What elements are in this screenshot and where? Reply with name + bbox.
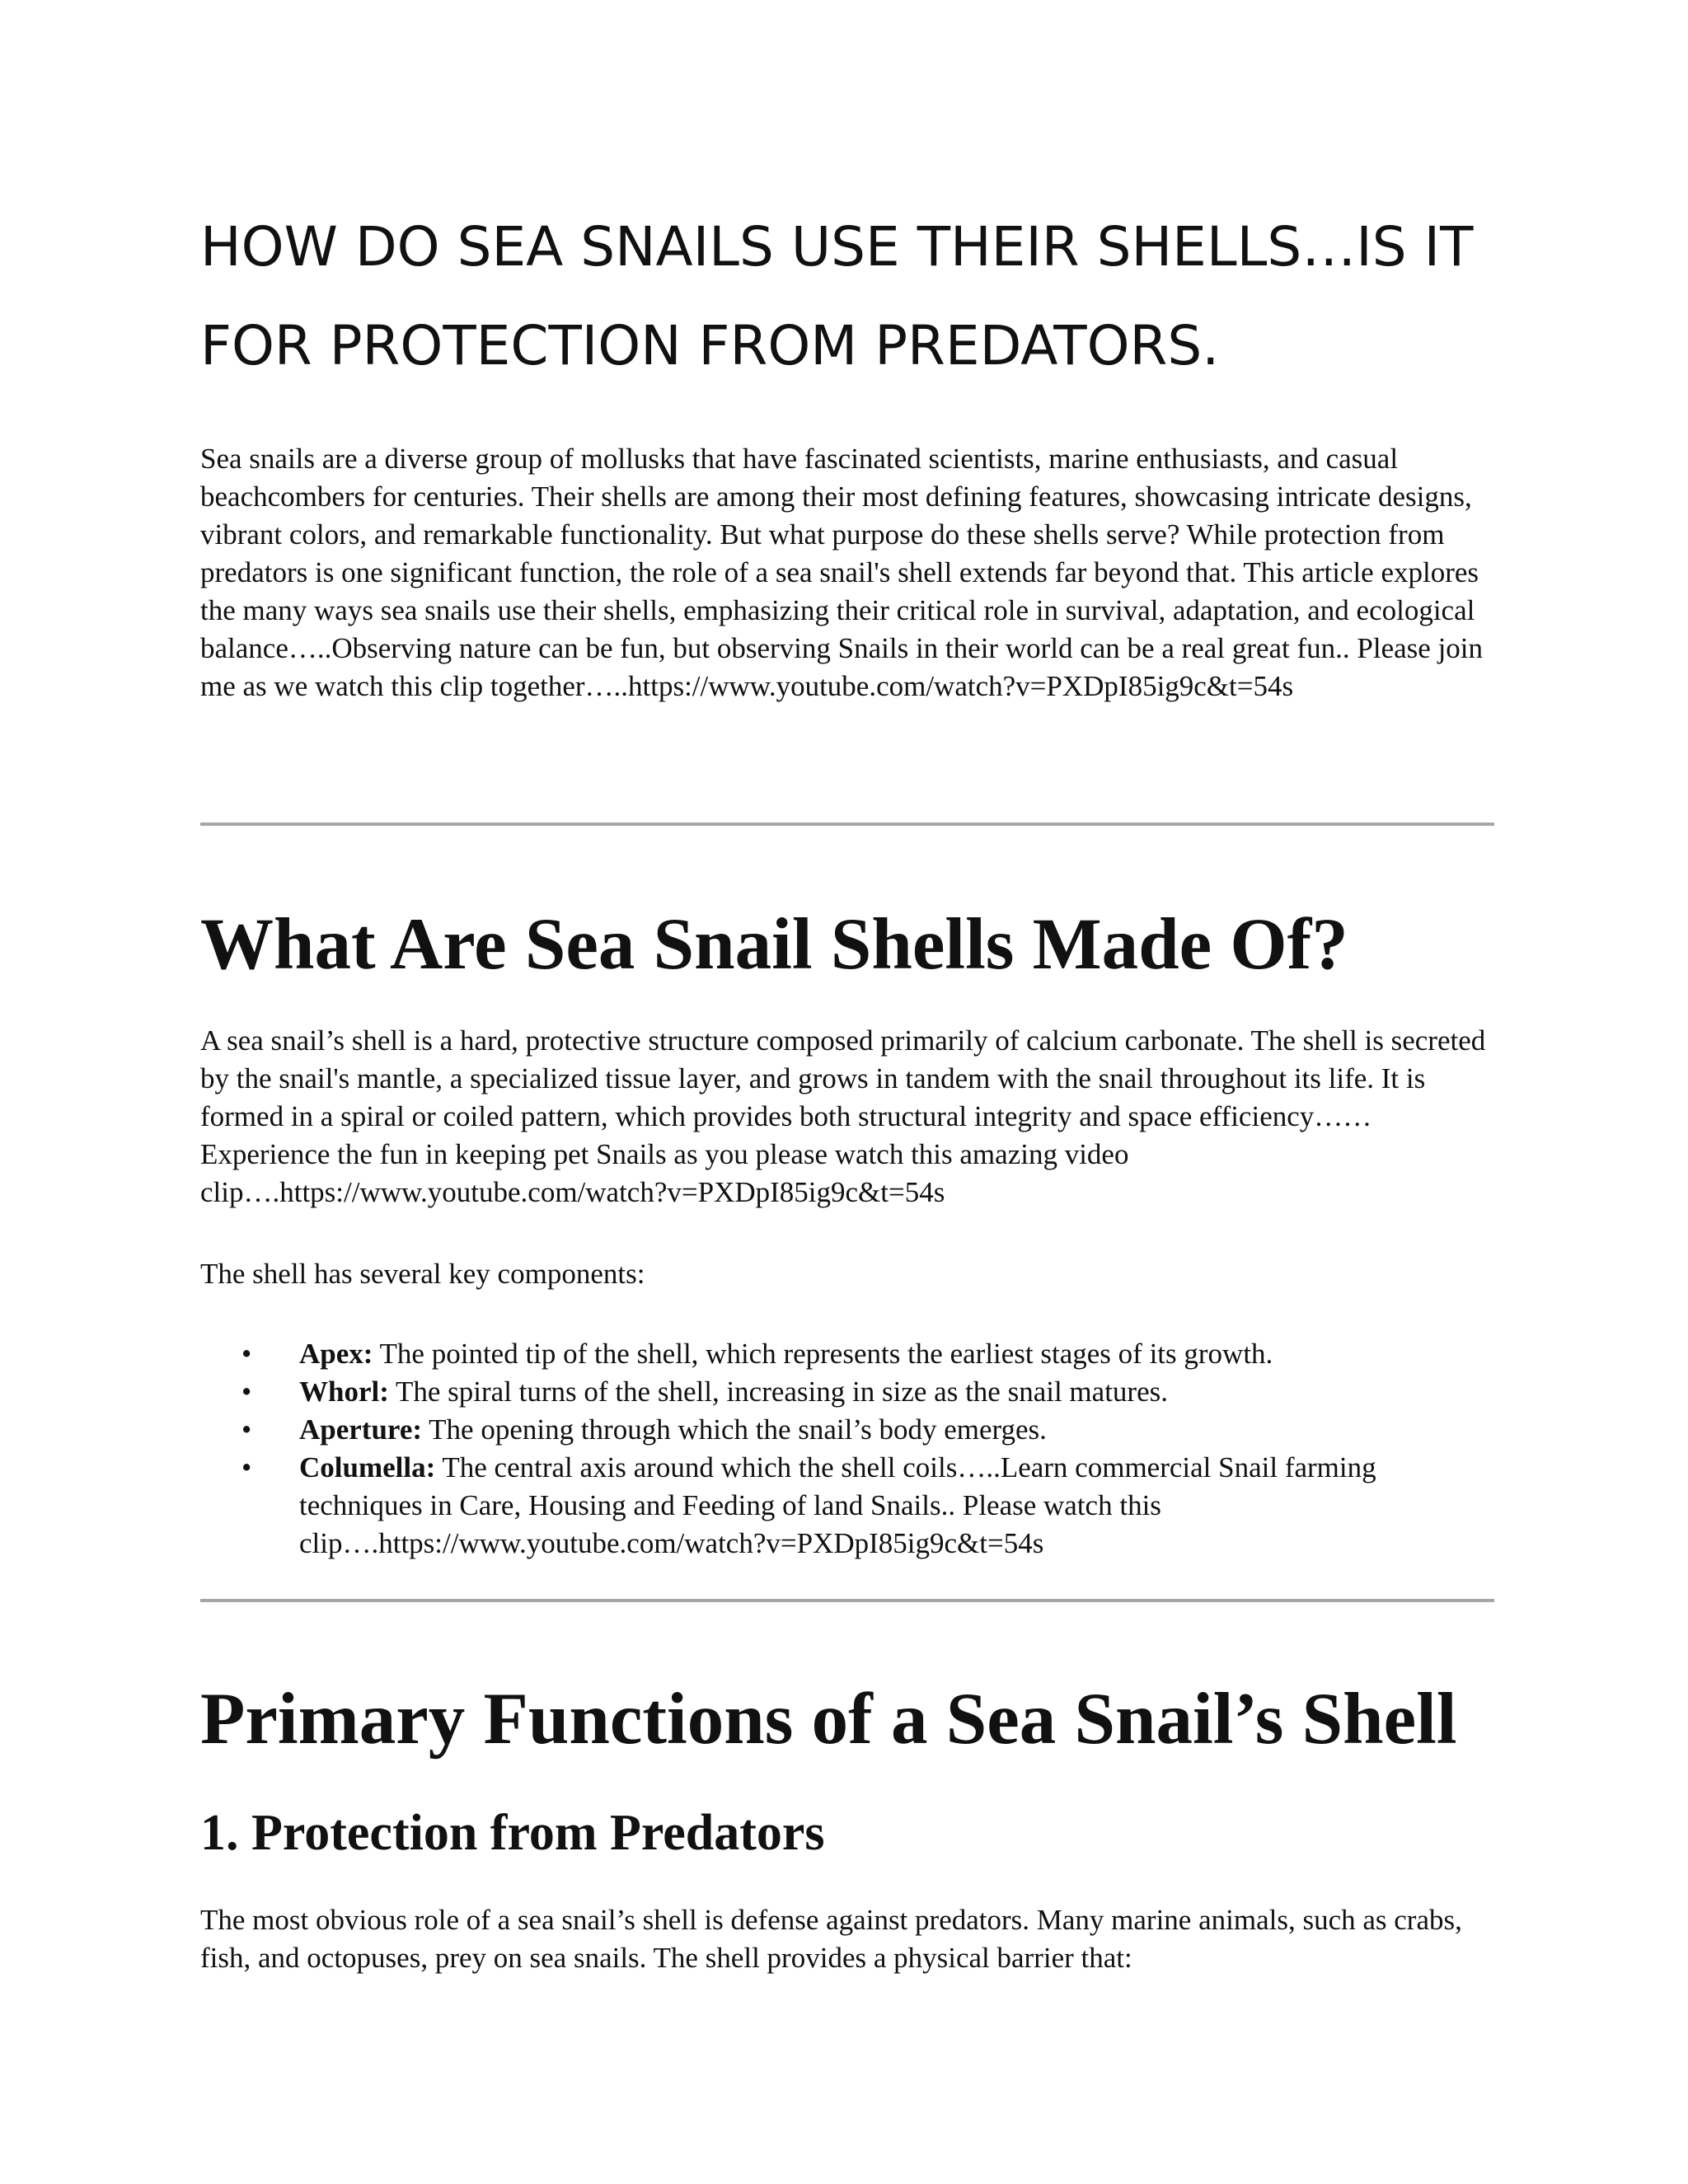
section-heading-primary-functions: Primary Functions of a Sea Snail’s Shell (200, 1679, 1457, 1760)
component-description: The pointed tip of the shell, which represents the earliest stages of its growth. (373, 1338, 1273, 1370)
component-description: The spiral turns of the shell, increasing in size as the snail matures. (388, 1376, 1168, 1408)
document-title: HOW DO SEA SNAILS USE THEIR SHELLS…IS IT FOR PROTECTION FROM PREDATORS. (200, 215, 1474, 377)
bullet-icon: • (241, 1451, 252, 1483)
bullet-icon: • (241, 1413, 252, 1446)
component-description: The opening through which the snail’s body emerges. (422, 1413, 1047, 1446)
component-term: Apex: (299, 1338, 373, 1370)
section-divider (200, 1599, 1494, 1602)
list-item (200, 1335, 1395, 1373)
component-description: The central axis around which the shell coils…..Learn commercial Snail farming techniques in Care, Housing and Feeding of land Snails.. Please watch this clip….https://www.youtube.com/watch?v=PXDpI85ig9c&t=54s (299, 1451, 1376, 1559)
section-heading-shell-composition: What Are Sea Snail Shells Made Of? (200, 904, 1348, 985)
bullet-icon: • (241, 1376, 252, 1408)
component-term: Whorl: (299, 1376, 389, 1408)
protection-paragraph: The most obvious role of a sea snail’s shell is defense against predators. Many marine animals, such as crabs, fish, and octopuses, prey on sea snails. The shell provides a physical barrier that: (200, 1904, 1462, 1974)
section-divider (200, 823, 1494, 826)
component-term: Aperture: (299, 1413, 423, 1446)
shell-composition-paragraph: A sea snail’s shell is a hard, protective structure composed primarily of calcium carbonate. The shell is secreted by the snail's mantle, a specialized tissue layer, and grows in tandem with the snail throughout its life. It is formed in a spiral or coiled pattern, which provides both structural integrity and space efficiency……Experience the fun in keeping pet Snails as you please watch this amazing video clip….https://www.youtube.com/watch?v=PXDpI85ig9c&t=54s (200, 1024, 1486, 1208)
intro-paragraph: Sea snails are a diverse group of mollusks that have fascinated scientists, marine enthusiasts, and casual beachcombers for centuries. Their shells are among their most defining features, showcasing intricate designs, vibrant colors, and remarkable functionality. But what purpose do these shells serve? While protection from predators is one significant function, the role of a sea snail's shell extends far beyond that. This article explores the many ways sea snails use their shells, emphasizing their critical role in survival, adaptation, and ecological balance…..Observing nature can be fun, but observing Snails in their world can be a real great fun.. Please join me as we watch this clip together…..https://www.youtube.com/watch?v=PXDpI85ig9c&t=54s (200, 443, 1484, 702)
list-item (200, 1449, 1395, 1563)
list-item (200, 1411, 1395, 1449)
components-intro: The shell has several key components: (200, 1258, 645, 1290)
component-term: Columella: (299, 1451, 436, 1483)
subheading-protection: 1. Protection from Predators (200, 1805, 825, 1861)
shell-components-list (200, 1335, 1494, 1563)
list-item (200, 1373, 1395, 1411)
bullet-icon: • (241, 1338, 252, 1370)
